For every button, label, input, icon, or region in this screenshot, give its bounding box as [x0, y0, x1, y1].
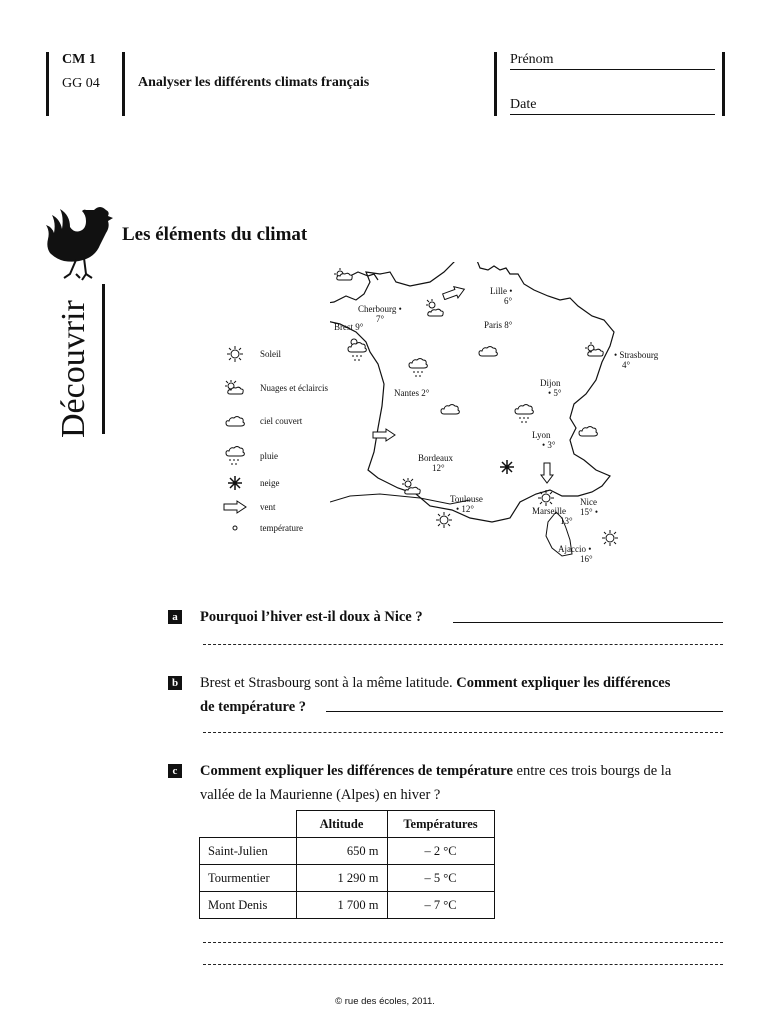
answer-b-line-1[interactable] — [326, 711, 723, 712]
table-cell-temp: – 7 °C — [387, 892, 494, 919]
legend-label: pluie — [260, 451, 278, 461]
header-bar-right2 — [722, 52, 725, 116]
legend-item — [222, 446, 278, 466]
wind-arrow-icon — [540, 462, 554, 484]
legend-item — [222, 476, 280, 490]
table-cell-temp: – 5 °C — [387, 865, 494, 892]
city-label: Cherbourg • 7° — [358, 304, 402, 324]
legend-label: ciel couvert — [260, 416, 303, 426]
legend-label: Soleil — [260, 349, 282, 359]
sun-icon — [222, 346, 248, 362]
city-label: Ajaccio • 16° — [558, 544, 593, 564]
header-bar-left — [46, 52, 49, 116]
table-row — [200, 892, 495, 919]
table-cell-place: Mont Denis — [200, 892, 297, 919]
sun-cloud-icon — [400, 478, 424, 496]
legend-label: vent — [260, 502, 276, 512]
table-row — [200, 838, 495, 865]
header-bar-right1 — [494, 52, 497, 116]
dot-icon — [222, 525, 248, 531]
section-tab-label: Découvrir — [55, 300, 92, 438]
section-title: Les éléments du climat — [122, 224, 308, 245]
city-label: Lille • 6° — [490, 286, 513, 306]
answer-c-line-1[interactable] — [203, 942, 723, 943]
city-label: Nice 15° • — [580, 497, 599, 517]
table-header-altitude: Altitude — [296, 811, 387, 838]
question-a-marker: a — [168, 610, 182, 624]
wind-arrow-icon — [372, 428, 396, 442]
sun-cloud-icon — [584, 342, 606, 358]
table-cell-altitude: 1 700 m — [296, 892, 387, 919]
tab-bar — [102, 284, 105, 434]
city-label: Bordeaux 12° — [418, 453, 453, 473]
sun-cloud-icon — [424, 298, 446, 320]
legend-item — [222, 380, 328, 396]
altitude-table — [199, 810, 495, 919]
table-cell-temp: – 2 °C — [387, 838, 494, 865]
table-cell-altitude: 1 290 m — [296, 865, 387, 892]
question-a-text: Pourquoi l’hiver est-il doux à Nice ? — [200, 609, 423, 625]
city-label: Paris 8° — [484, 320, 513, 330]
city-label: Brest 9° — [334, 322, 364, 332]
date-field[interactable] — [510, 114, 715, 115]
rooster-icon — [36, 204, 120, 290]
sun-cloud-icon — [334, 268, 354, 282]
wind-arrow-icon — [222, 500, 248, 514]
city-label: Toulouse • 12° — [450, 494, 483, 514]
snow-icon — [222, 476, 248, 490]
header-bar-mid — [122, 52, 125, 116]
copyright-footer: © rue des écoles, 2011. — [335, 996, 435, 1007]
sun-cloud-icon — [222, 380, 248, 396]
rain-icon — [514, 402, 536, 426]
table-cell-altitude: 650 m — [296, 838, 387, 865]
legend-item — [222, 523, 303, 533]
sun-icon — [602, 530, 618, 546]
question-c-text: Comment expliquer les différences de température entre ces trois bourgs de la vallée de la Maurienne (Alpes) en hiver ? — [200, 763, 672, 803]
prenom-field[interactable] — [510, 69, 715, 70]
legend-item — [222, 414, 302, 428]
city-label: Nantes 2° — [394, 388, 430, 398]
legend-label: Nuages et éclaircis — [260, 383, 328, 393]
code-label: GG 04 — [62, 76, 100, 91]
table-header-empty — [200, 811, 297, 838]
question-b-text: Brest et Strasbourg sont à la même latitude. Comment expliquer les différences de température ? — [200, 675, 671, 715]
table-row — [200, 865, 495, 892]
cloud-icon — [440, 402, 462, 416]
table-cell-place: Saint-Julien — [200, 838, 297, 865]
question-b-marker: b — [168, 676, 182, 690]
snow-icon — [500, 460, 514, 474]
rain-icon — [222, 446, 248, 466]
page-title: Analyser les différents climats français — [138, 75, 370, 90]
city-label: Marseille 13° — [532, 506, 573, 526]
cloud-icon — [478, 344, 498, 358]
legend-label: neige — [260, 478, 280, 488]
table-header-row — [200, 811, 495, 838]
answer-c-line-2[interactable] — [203, 964, 723, 965]
answer-a-line-2[interactable] — [203, 644, 723, 645]
city-label: • Strasbourg 4° — [614, 350, 659, 370]
rain-icon — [346, 336, 370, 362]
table-cell-place: Tourmentier — [200, 865, 297, 892]
sun-icon — [436, 512, 452, 528]
city-label: Dijon • 5° — [540, 378, 562, 398]
question-c-marker: c — [168, 764, 182, 778]
city-label: Lyon • 3° — [532, 430, 556, 450]
rain-icon — [408, 356, 430, 380]
legend-item — [222, 346, 281, 362]
table-header-temperature: Températures — [387, 811, 494, 838]
answer-a-line-1[interactable] — [453, 622, 723, 623]
cloud-icon — [578, 424, 598, 438]
prenom-label: Prénom — [510, 52, 554, 67]
legend-item — [222, 500, 276, 514]
legend-label: température — [260, 523, 303, 533]
date-label: Date — [510, 97, 537, 112]
sun-icon — [538, 490, 554, 506]
cloud-icon — [222, 414, 248, 428]
answer-b-line-2[interactable] — [203, 732, 723, 733]
level-label: CM 1 — [62, 52, 96, 67]
